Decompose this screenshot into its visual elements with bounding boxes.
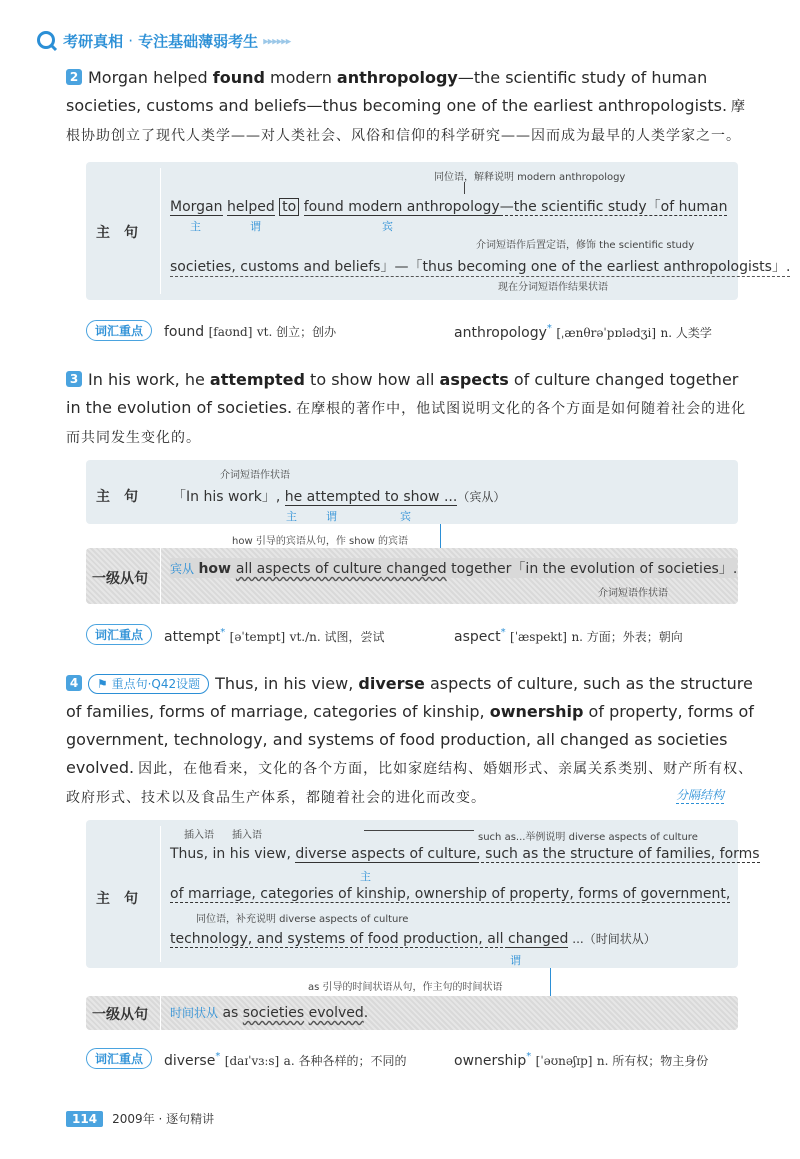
subject-phrase: diverse aspects of culture xyxy=(295,846,477,862)
clause-label-main: 主 句 xyxy=(96,225,138,241)
vocab-word: diverse xyxy=(164,1053,216,1069)
vocab-definition: n. 所有权；物主身份 xyxy=(596,1054,709,1068)
boxed-to: to xyxy=(279,198,299,216)
predicate-word: helped xyxy=(226,199,275,215)
page-number: 114 xyxy=(66,1111,103,1127)
sentence-4-translation: 因此，在他看来，文化的各个方面，比如家庭结构、婚姻形式、亲属关系类别、财产所有权、政府形式、技术以及食品生产体系，都随着社会的进化而改变。 xyxy=(66,761,754,806)
sub-clause xyxy=(170,558,737,578)
subject-word: Morgan xyxy=(170,199,223,215)
main-clause-line1 xyxy=(170,196,727,216)
sentence-2-translation: 摩根协助创立了现代人类学——对人类社会、风俗和信仰的科学研究——因而成为最早的人类学家之一。 xyxy=(66,99,747,144)
sentence-4-en-part: of property, forms of government, technology, and systems of food production, all changed as societies evolved. xyxy=(66,702,754,777)
sub-predicate: evolved xyxy=(308,1005,364,1021)
header-dot: · xyxy=(128,32,133,50)
main-clause-line2: of marriage, categories of kinship, ownership of property, forms of government, xyxy=(170,886,731,902)
sentence-3-text xyxy=(66,366,756,452)
annotation-parenthesis: 插入语 xyxy=(232,830,262,841)
object-phrase: found modern anthropology xyxy=(303,199,500,215)
vocab-item xyxy=(164,323,336,340)
main-clause xyxy=(172,486,505,506)
role-subject: 主 xyxy=(286,510,297,523)
star-icon: * xyxy=(526,1051,532,1062)
sentence-4-en-part: aspects of culture, such as the structure of families, forms of marriage, categories of kinship, xyxy=(66,674,753,721)
annotation-postmodifier: 介词短语作后置定语，修饰 the scientific study xyxy=(476,240,695,251)
vocab-tag: 词汇重点 xyxy=(86,320,152,341)
clause-type-tag: 宾从 xyxy=(170,562,195,576)
appositive-phrase: —the scientific study「of human xyxy=(499,199,728,215)
role-object: 宾 xyxy=(382,220,393,233)
key-sentence-tag xyxy=(88,674,209,694)
sub-subject: societies xyxy=(242,1005,305,1021)
sentence-2-en-part: modern xyxy=(264,68,337,87)
sentence-4-en-part: Thus, in his view, xyxy=(215,674,359,693)
clause-type-tag: 时间状从 xyxy=(170,1006,219,1020)
annotation-object-clause: how 引导的宾语从句，作 show 的宾语 xyxy=(232,536,409,547)
vocab-word: found xyxy=(164,324,205,340)
conjunction: how xyxy=(198,561,236,577)
annotation-parenthesis: 插入语 xyxy=(184,830,214,841)
sentence-number-badge: 3 xyxy=(66,371,82,387)
vocab-word: aspect xyxy=(454,629,501,645)
vocab-word: ownership xyxy=(454,1053,527,1069)
sentence-3-keyword: aspects xyxy=(439,370,509,389)
role-object: 宾 xyxy=(400,510,411,523)
sentence-3-keyword: attempted xyxy=(209,370,305,389)
header-arrows-icon: ▸▸▸▸▸▸ xyxy=(263,34,291,48)
predicate-word: changed xyxy=(508,931,569,947)
vocab-item xyxy=(454,627,683,645)
sentence-number-badge: 2 xyxy=(66,69,82,85)
analysis-panel-2 xyxy=(86,162,791,300)
sentence-3-en-part: In his work, he xyxy=(88,370,210,389)
annotation-arrow xyxy=(440,524,441,548)
annotation-appositive: 同位语，解释说明 modern anthropology xyxy=(434,172,626,183)
annotation-example: such as...举例说明 diverse aspects of culture xyxy=(478,832,698,843)
header-tagline: 专注基础薄弱考生 xyxy=(138,32,259,51)
star-icon: * xyxy=(500,627,506,638)
role-predicate: 谓 xyxy=(510,954,521,967)
analysis-panel-3-main xyxy=(86,460,738,524)
vocab-definition: vt. 创立；创办 xyxy=(256,325,337,339)
vocab-item xyxy=(164,1051,406,1069)
vocab-tag: 词汇重点 xyxy=(86,624,152,645)
vocab-word: anthropology xyxy=(454,325,547,341)
vocab-definition: a. 各种各样的；不同的 xyxy=(283,1054,407,1068)
clause-label-sub: 一级从句 xyxy=(92,1007,148,1023)
parenthesis-phrase: Thus, in his view, xyxy=(170,846,296,862)
sentence-2-keyword: found xyxy=(212,68,265,87)
vocab-item xyxy=(164,627,385,645)
role-predicate: 谓 xyxy=(250,220,261,233)
sentence-4-keyword: diverse xyxy=(358,674,425,693)
annotation-arrow xyxy=(550,968,551,996)
sentence-2-text xyxy=(66,64,756,150)
sentence-2-keyword: anthropology xyxy=(336,68,458,87)
flag-icon: ⚑ xyxy=(97,677,112,691)
vocab-row-2 xyxy=(86,320,766,346)
structure-note: 分隔结构 xyxy=(676,788,725,802)
sentence-3-en-part: of culture changed together in the evolution of societies. xyxy=(66,370,739,417)
object-clause-marker: （宾从） xyxy=(457,490,506,504)
conjunction: as xyxy=(222,1005,243,1021)
period: . xyxy=(363,1005,369,1021)
vocab-row-4 xyxy=(86,1048,766,1074)
vocab-row-3 xyxy=(86,624,766,650)
analysis-panel-4-sub xyxy=(86,996,738,1030)
header-brand: 考研真相 xyxy=(63,32,124,51)
analysis-panel-3-sub xyxy=(86,548,738,604)
page-footer xyxy=(66,1108,214,1127)
vocab-definition: n. 人类学 xyxy=(660,326,712,340)
time-clause-marker: ...（时间状从） xyxy=(568,932,656,946)
example-phrase: , such as the structure of families, forms xyxy=(476,846,760,862)
star-icon: * xyxy=(220,627,226,638)
annotation-time-clause: as 引导的时间状语从句，作主句的时间状语 xyxy=(308,982,503,993)
role-predicate: 谓 xyxy=(326,510,337,523)
footer-title: 2009年 · 逐句精讲 xyxy=(112,1112,215,1126)
vocab-phonetic: [əˈtempt] xyxy=(229,630,286,644)
sentence-2-en-part: —the scientific study of human societies, customs and beliefs—thus becoming one of the earliest anthropologists. xyxy=(66,68,728,115)
sentence-3-en-part: to show how all xyxy=(304,370,440,389)
main-clause-line3 xyxy=(170,930,656,947)
sub-adverbial: together「in the evolution of societies」. xyxy=(446,561,738,577)
appositive-tail: technology, and systems of food production, all xyxy=(170,931,509,947)
vocab-phonetic: [faʊnd] xyxy=(208,325,253,339)
annotation-adverbial: 介词短语作状语 xyxy=(220,470,290,481)
annotation-appositive: 同位语，补充说明 diverse aspects of culture xyxy=(196,914,409,925)
annotation-arrow xyxy=(464,182,465,194)
vocab-tag: 词汇重点 xyxy=(86,1048,152,1069)
sub-clause xyxy=(170,1004,368,1021)
annotation-adverbial: 介词短语作状语 xyxy=(598,588,668,599)
vocab-item xyxy=(454,1051,708,1069)
sub-subject: all aspects of culture xyxy=(235,561,382,577)
clause-label-main: 主 句 xyxy=(96,489,138,505)
star-icon: * xyxy=(546,323,552,334)
clause-label-main: 主 句 xyxy=(96,891,138,907)
key-sentence-label: 重点句·Q42设题 xyxy=(111,677,201,691)
vocab-item xyxy=(454,323,712,341)
sentence-2-en-part: Morgan helped xyxy=(88,68,213,87)
vocab-definition: n. 方面；外表；朝向 xyxy=(571,630,683,644)
star-icon: * xyxy=(215,1051,221,1062)
main-clause-line1 xyxy=(170,846,760,862)
role-subject: 主 xyxy=(360,870,371,883)
sentence-4-text xyxy=(66,670,756,812)
vocab-phonetic: [daɪˈvɜːs] xyxy=(224,1054,280,1068)
sub-predicate: changed xyxy=(381,561,447,577)
role-subject: 主 xyxy=(190,220,201,233)
prep-phrase: 「In his work」, xyxy=(172,489,285,505)
sentence-number-badge: 4 xyxy=(66,675,82,691)
subject-predicate: he attempted to show ... xyxy=(284,489,458,505)
clause-label-sub: 一级从句 xyxy=(92,571,148,587)
sentence-4-keyword: ownership xyxy=(489,702,584,721)
vocab-definition: vt./n. 试图，尝试 xyxy=(289,630,385,644)
search-logo-icon xyxy=(36,30,58,52)
vocab-word: attempt xyxy=(164,629,221,645)
main-clause-line2: societies, customs and beliefs」—「thus becoming one of the earliest anthropologists」. xyxy=(170,256,790,277)
vocab-phonetic: [ˌænθrəˈpɒlədʒi] xyxy=(556,326,657,340)
analysis-panel-4-main xyxy=(86,820,760,968)
annotation-result: 现在分词短语作结果状语 xyxy=(498,282,608,293)
vocab-phonetic: [ˈæspekt] xyxy=(510,630,567,644)
page-header xyxy=(36,30,290,54)
sentence-3-translation: 在摩根的著作中，他试图说明文化的各个方面是如何随着社会的进化而共同发生变化的。 xyxy=(66,401,747,446)
vocab-phonetic: [ˈəʊnəʃɪp] xyxy=(535,1054,593,1068)
